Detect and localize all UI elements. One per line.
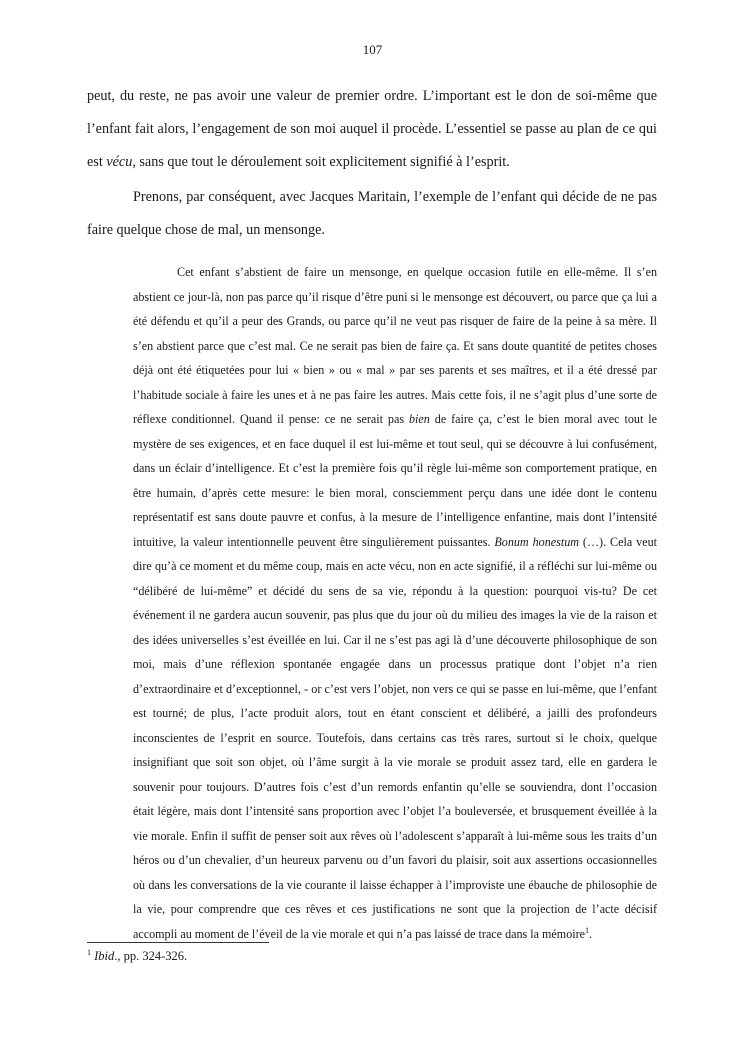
page-number: 107 (362, 42, 383, 57)
paragraph-text: , sans que tout le déroulement soit explicitement signifié à l’esprit. (132, 154, 510, 170)
quote-text: (…). Cela veut dire qu’à ce moment et du même coup, mais en acte vécu, non en acte signifié, il a réfléchi sur lui-même ou “délibéré de lui-même” et décidé du sens de sa vie, répondu à la question: pourquoi vis-tu? De cet événement il ne gardera aucun souvenir, pas plus que du jour où du milieu des images la vie de la raison et des idées universelles s’est éveillée en lui. Car il ne s’est pas agi là d’une découverte philosophique de son moi, mais d’une réflexion spontanée engagée dans un processus pratique dont l’objet n’a rien d’extraordinaire et d’exceptionnel, - or c’est vers l’objet, non vers ce qui se passe en lui-même, que l’enfant est tourné; de plus, l’acte produit alors, tout en étant conscient et délibéré, a jailli des profondeurs inconscientes de l’esprit en source. Toutefois, dans certains cas très rares, surtout si le choix, quelque insignifiant que soit son objet, où l’âme surgit à la vie morale se produit assez tard, elle en gardera le souvenir pour toujours. D’autres fois c’est d’un remords enfantin qu’elle se souviendra, dont l’occasion était légère, mais dont l’intensité sans proportion avec l’objet l’a bouleversée, et brusquement éveillée à la vie morale. Enfin il suffit de penser soit aux rêves où l’adolescent s’apparaît à lui-même sous les traits d’un héros ou d’un chevalier, d’un heureux parvenu ou d’un favori du plaisir, soit aux assertions occasionnelles où dans les conversations de la vie courante il laisse échapper à l’improviste une ébauche de philosophie de la vie, pour comprendre que ces rêves et ces justifications ne sont que la projection de l’acte décisif accompli au moment de l’éveil de la vie morale et qui n’a pas laissé de trace dans la mémoire (133, 534, 657, 941)
quote-text: de faire ça, c’est le bien moral avec tout le mystère de ses exigences, et en face duquel il est lui-même et tout seul, qui se découvre à lui confusément, dans un éclair d’intelligence. Et c’est la première fois qu’il règle lui-même son comportement pratique, en être humain, d’après cette mesure: le bien moral, consciemment perçu dans une idée dont le contenu représentatif est sans doute pauvre et confus, à la mesure de l’intelligence enfantine, mais dont l’intensité intuitive, la valeur intentionnelle peuvent être singulièrement puissantes. (133, 412, 657, 549)
quote-text: Cet enfant s’abstient de faire un mensonge, en quelque occasion futile en elle-même. Il s’en abstient ce jour-là, non pas parce qu’il risque d’être puni si le mensonge est découvert, ou parce que ça lui a été défendu et qu’il a peur des Grands, ou parce qu’il ne veut pas risquer de faire de la peine à sa mère. Il s’en abstient parce que c’est mal. Ce ne serait pas bien de faire ça. Et sans doute quantité de petites choses déjà ont été étiquetées pour lui « bien » ou « mal » par ses parents et ses maîtres, et il a été dressé par l’habitude sociale à faire les unes et à ne pas faire les autres. Mais cette fois, il ne s’agit plus d’une sorte de réflexe conditionnel. Quand il pense: ce ne serait pas (133, 265, 657, 426)
emphasis-bonum-honestum: Bonum honestum (494, 534, 579, 549)
footnote-marker: 1 (87, 947, 91, 957)
footnote-reference[interactable]: 1 (585, 925, 589, 935)
footnote-text: ., pp. 324-326. (114, 949, 188, 963)
quote-text-end: . (589, 926, 593, 941)
footnote-separator (87, 942, 269, 943)
body-paragraph-1 (87, 80, 657, 179)
footnote-ibid: Ibid (94, 949, 115, 963)
emphasis-vecu: vécu (106, 154, 133, 170)
footnote (87, 947, 187, 965)
emphasis-bien: bien (408, 412, 430, 426)
block-quote (133, 260, 657, 946)
paragraph-text: peut, du reste, ne pas avoir une valeur de premier ordre. L’important est le don de soi-même que l’enfant fait alors, l’engagement de son moi auquel il procède. L’essentiel se passe au plan de ce qui est (87, 88, 657, 170)
body-paragraph-2: Prenons, par conséquent, avec Jacques Maritain, l’exemple de l’enfant qui décide de ne pas faire quelque chose de mal, un mensonge. (87, 189, 657, 238)
